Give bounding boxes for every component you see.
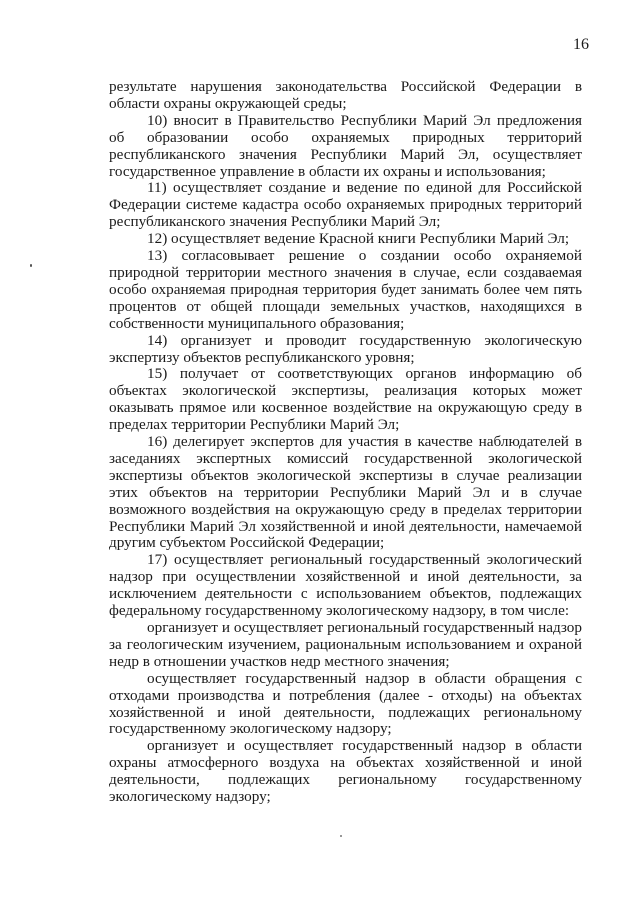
page-number: 16 (573, 36, 589, 53)
paragraph-item-17: 17) осуществляет региональный государственный экологический надзор при осуществлении хозяйственной и иной деятельности, за исключением деятельности с использованием объектов, подлежащих федеральному государственному экологическому надзору, в том числе: (109, 551, 582, 620)
paragraph-item-14: 14) организует и проводит государственную экологическую экспертизу объектов республиканского уровня; (109, 331, 582, 366)
paragraph-item-10: 10) вносит в Правительство Республики Марий Эл предложения об образовании особо охраняемых природных территорий республиканского значения Республики Марий Эл, осуществляет государственное управление в области их охраны и использования; (109, 111, 582, 180)
scan-speck (340, 835, 342, 837)
paragraph-item-11: 11) осуществляет создание и ведение по единой для Российской Федерации системе кадастра особо охраняемых природных территорий республиканского значения Республики Марий Эл; (109, 179, 582, 231)
document-body (109, 79, 582, 806)
paragraph-subitem-waste: осуществляет государственный надзор в области обращения с отходами производства и потребления (далее - отходы) на объектах хозяйственной и иной деятельности, подлежащих региональному государственному экологическому надзору; (109, 669, 582, 738)
paragraph-continuation: результате нарушения законодательства Российской Федерации в области охраны окружающей среды; (109, 78, 582, 112)
paragraph-item-15: 15) получает от соответствующих органов информацию об объектах экологической экспертизы, реализация которых может оказывать прямое или косвенное воздействие на окружающую среду в пределах территории Республики Марий Эл; (109, 365, 582, 434)
paragraph-subitem-air: организует и осуществляет государственный надзор в области охраны атмосферного воздуха на объектах хозяйственной и иной деятельности, подлежащих региональному государственному экологическому надзору; (109, 737, 582, 806)
scan-speck (30, 264, 32, 267)
paragraph-item-12: 12) осуществляет ведение Красной книги Республики Марий Эл; (147, 230, 570, 248)
paragraph-item-13: 13) согласовывает решение о создании особо охраняемой природной территории местного значения в случае, если создаваемая особо охраняемая природная территория будет занимать более чем пять процентов от общей площади земельных участков, находящихся в собственности муниципального образования; (109, 247, 582, 332)
paragraph-subitem-subsoil: организует и осуществляет региональный государственный надзор за геологическим изучением, рациональным использованием и охраной недр в отношении участков недр местного значения; (109, 619, 582, 670)
paragraph-item-16: 16) делегирует экспертов для участия в качестве наблюдателей в заседаниях экспертных комиссий государственной экологической экспертизы объектов экологической экспертизы в случае реализации этих объектов на территории Республики Марий Эл и в случае возможного воздействия на окружающую среду в пределах территории Республики Марий Эл хозяйственной и иной деятельности, намечаемой другим субъектом Российской Федерации; (109, 433, 582, 552)
